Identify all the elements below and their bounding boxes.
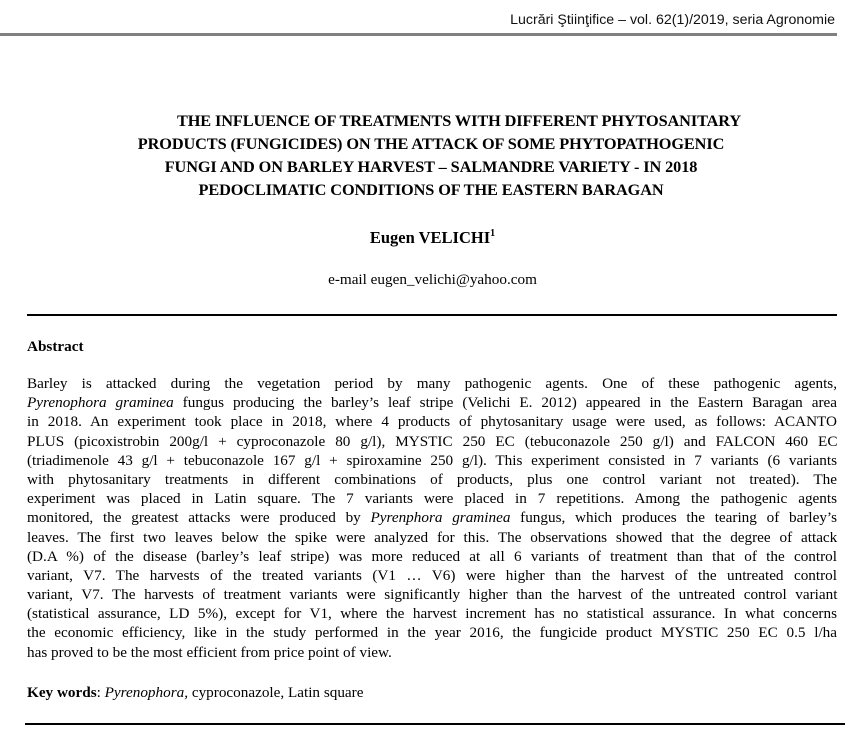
keyword-italic: Pyrenophora, (104, 684, 189, 701)
abstract-line (27, 604, 837, 623)
abstract-text: fungus, which produces the tearing of barley’s (510, 509, 838, 527)
abstract-text: has proved to be the most efficient from price point of view. (27, 643, 392, 661)
abstract-text: (D.A %) of the disease (barley’s leaf stripe) was more reduced at all 6 variants of treatment than that of the control (27, 547, 837, 565)
abstract-line (27, 489, 837, 508)
title-line: PRODUCTS (FUNGICIDES) ON THE ATTACK OF SOME PHYTOPATHOGENIC (137, 134, 725, 153)
abstract-text: variant, V7. The harvests of the treated variants (V1 … V6) were higher than the harvest of the untreated control (27, 566, 837, 584)
keywords-rest: cyproconazole, Latin square (188, 684, 364, 701)
abstract-text: experiment was placed in Latin square. The 7 variants were placed in 7 repetitions. Among the pathogenic agents (27, 490, 837, 508)
header-rule (0, 33, 837, 36)
author-email: e-mail eugen_velichi@yahoo.com (328, 271, 537, 288)
title-line: PEDOCLIMATIC CONDITIONS OF THE EASTERN BARAGAN (198, 180, 664, 199)
abstract-text: leaves. The first two leaves below the spike were analyzed for this. The observations showed that the degree of attack (27, 528, 838, 546)
abstract-line (27, 528, 837, 547)
keywords-separator: : (96, 684, 105, 701)
abstract-body (27, 374, 837, 662)
abstract-line (27, 432, 837, 451)
abstract-line (27, 412, 837, 431)
paper-title (24, 109, 838, 201)
abstract-heading: Abstract (27, 338, 84, 355)
running-header: Lucrări Ştiinţifice – vol. 62(1)/2019, seria Agronomie (510, 12, 835, 28)
affiliation-mark: 1 (490, 228, 496, 239)
abstract-top-rule (27, 314, 837, 316)
abstract-line (27, 547, 837, 566)
abstract-text: monitored, the greatest attacks were produced by (27, 509, 371, 527)
title-line: THE INFLUENCE OF TREATMENTS WITH DIFFERENT PHYTOSANITARY (176, 111, 742, 130)
abstract-line (27, 585, 837, 604)
abstract-line (27, 470, 837, 489)
author (0, 228, 865, 248)
abstract-text: variant, V7. The harvests of treatment variants were significantly higher than the harvest of the untreated control variant (27, 586, 838, 604)
author-name: Eugen VELICHI (369, 228, 491, 247)
abstract-line (27, 623, 837, 642)
species-name: Pyrenphora graminea (370, 509, 511, 527)
abstract-line (27, 374, 837, 393)
abstract-line (27, 451, 837, 470)
abstract-text: the economic efficiency, like in the study performed in the year 2016, the fungicide product MYSTIC 250 EC 0.5 l/ha (27, 624, 837, 642)
abstract-text: in 2018. An experiment took place in 2018, where 4 products of phytosanitary usage were used, as follows: ACANTO (27, 413, 838, 431)
abstract-text: fungus producing the barley’s leaf stripe (Velichi E. 2012) appeared in the Eastern Baragan area (173, 394, 837, 412)
keywords (27, 684, 363, 702)
abstract-line (27, 508, 837, 527)
abstract-text: (statistical assurance, LD 5%), except for V1, where the harvest increment has no statistical assurance. In what concerns (27, 605, 837, 623)
abstract-bottom-rule (25, 723, 845, 725)
abstract-text: PLUS (picoxistrobin 200g/l + cyproconazole 80 g/l), MYSTIC 250 EC (tebuconazole 250 g/l) and FALCON 460 EC (27, 432, 838, 450)
abstract-line (27, 393, 837, 412)
abstract-line (27, 566, 837, 585)
keywords-label: Key words (27, 684, 97, 701)
species-name: Pyrenophora graminea (27, 394, 174, 412)
abstract-text: Barley is attacked during the vegetation period by many pathogenic agents. One of these pathogenic agents, (27, 375, 837, 392)
abstract-text: (triadimenole 43 g/l + tebuconazole 167 g/l + spiroxamine 250 g/l). This experiment consisted in 7 variants (6 variants (27, 451, 837, 469)
abstract-text: with phytosanitary treatments in different combinations of products, plus one control variant not treated). The (27, 470, 837, 488)
title-line: FUNGI AND ON BARLEY HARVEST – SALMANDRE VARIETY - IN 2018 (164, 157, 698, 176)
abstract-line (27, 643, 837, 662)
